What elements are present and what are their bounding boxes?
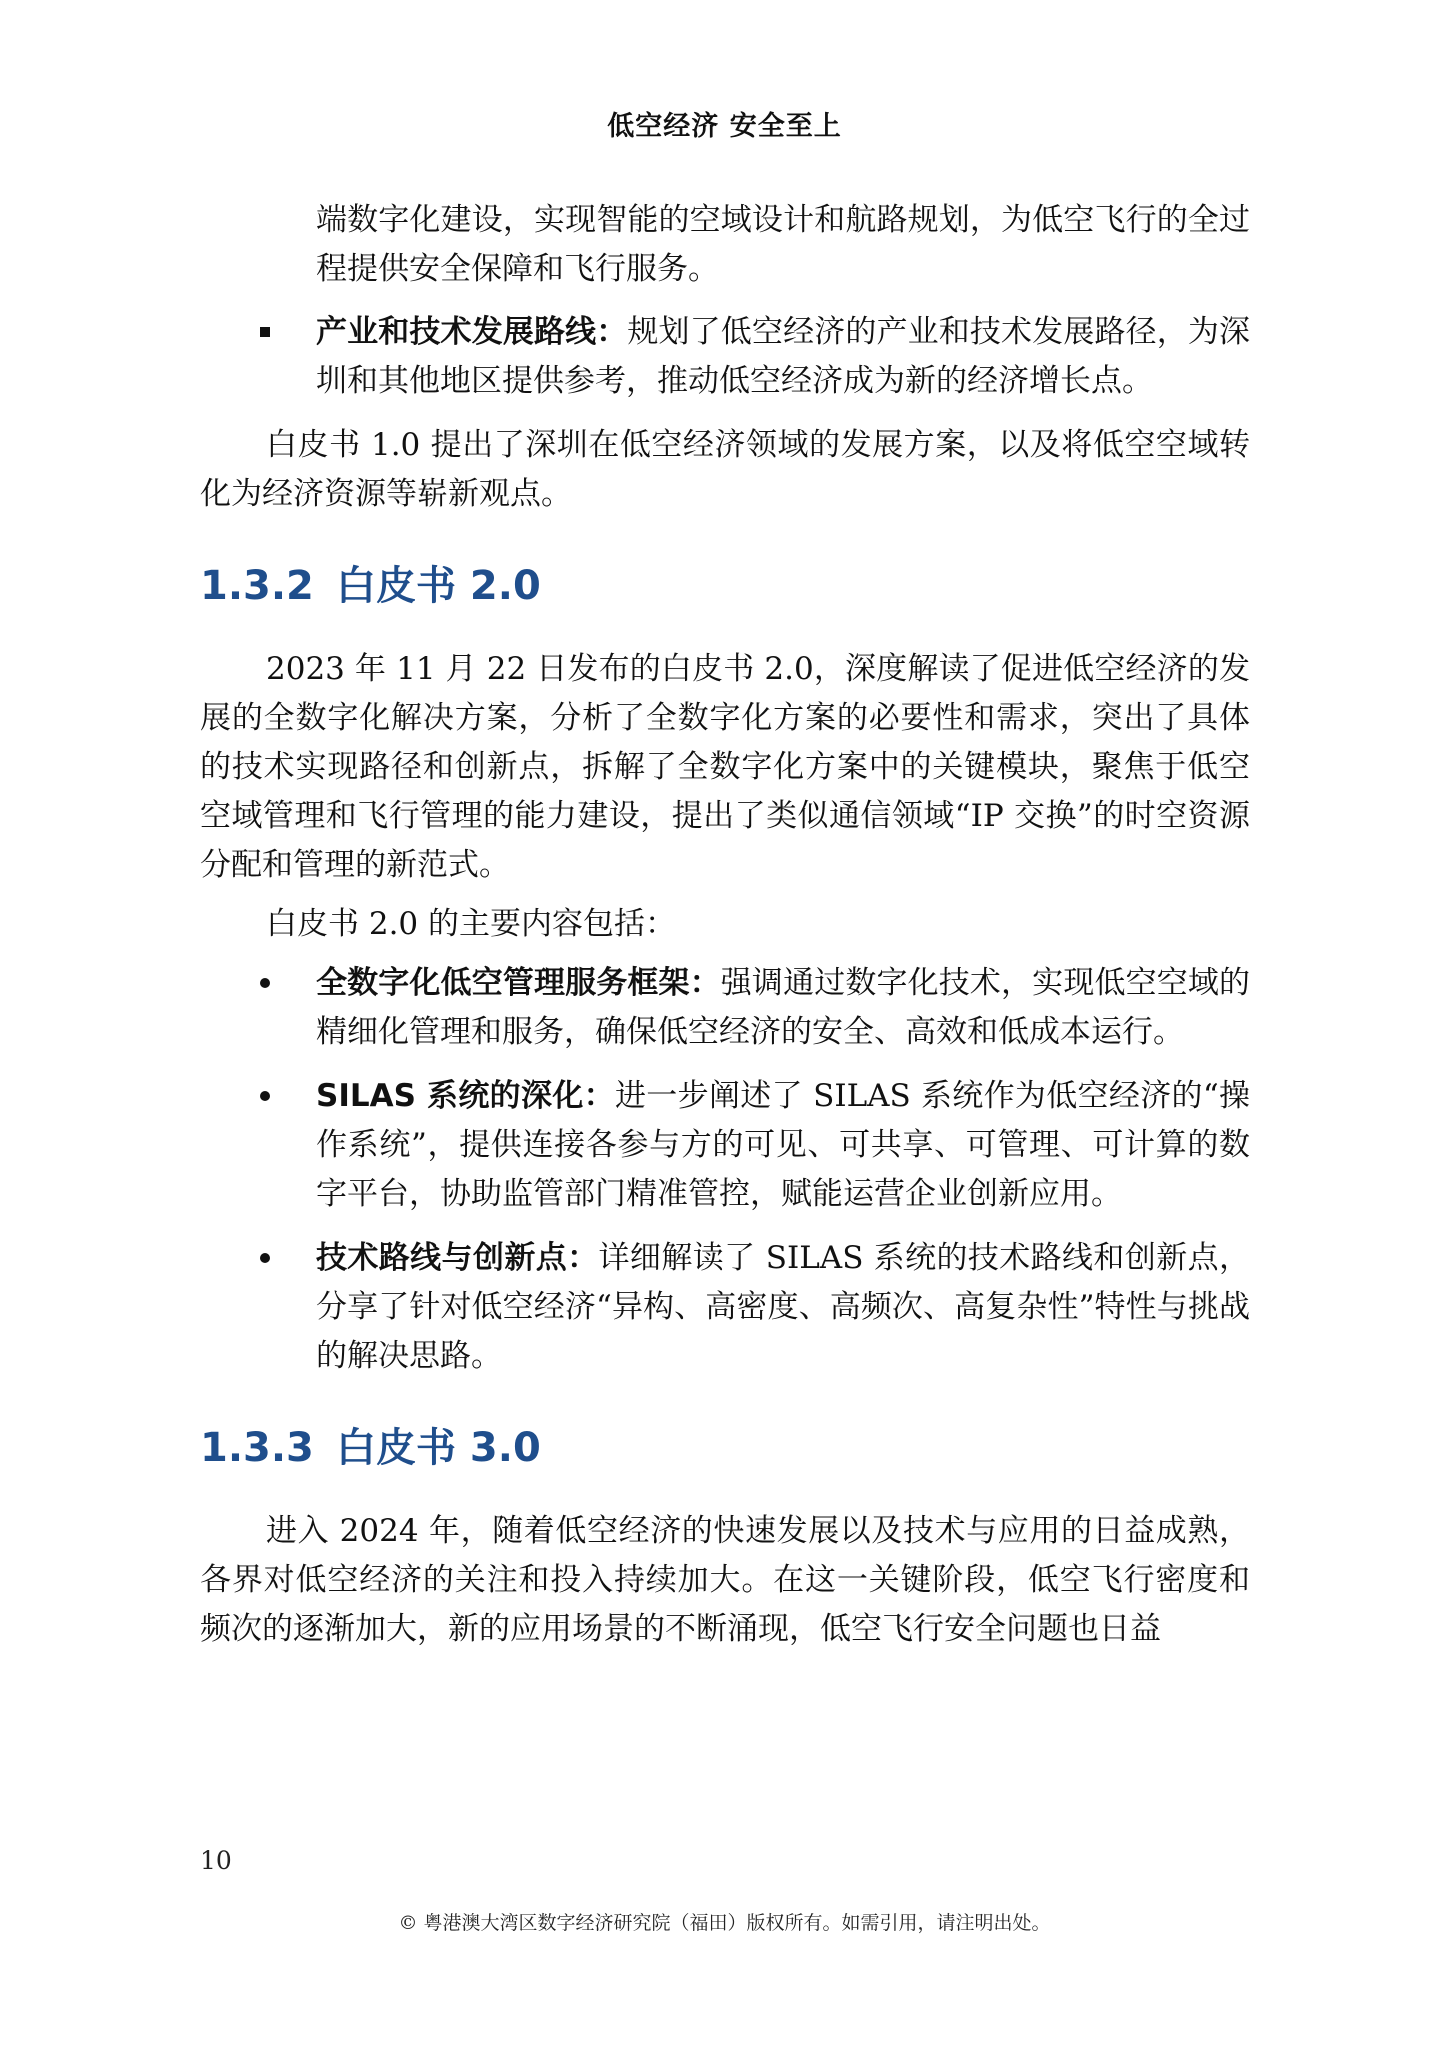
bullet-text: 规划了低空经济的产业和技术发展路径，为深圳和其他地区提供参考，推动低空经济成为新的经济增长点。 <box>316 314 1251 399</box>
bullet-industry-tech-route <box>200 308 1250 406</box>
section-heading-1-3-2 <box>200 561 1250 611</box>
section-heading-1-3-3 <box>200 1423 1250 1473</box>
whitepaper-2-lead: 白皮书 2.0 的主要内容包括： <box>266 906 677 942</box>
section-number: 1.3.2 <box>200 563 314 609</box>
round-bullet-icon <box>260 1234 290 1283</box>
bullet-term: SILAS 系统的深化： <box>316 1078 615 1114</box>
bullet-text: 强调通过数字化技术，实现低空空域的精细化管理和服务，确保低空经济的安全、高效和低成本运行。 <box>316 965 1251 1050</box>
running-header: 低空经济 安全至上 <box>607 111 842 142</box>
bullet-text: 详细解读了 SILAS 系统的技术路线和创新点，分享了针对低空经济“异构、高密度、高频次、高复杂性”特性与挑战的解决思路。 <box>316 1240 1250 1374</box>
bullet-silas-deepening <box>200 1072 1250 1219</box>
round-bullet-icon <box>260 1072 290 1121</box>
continued-bullet-text: 端数字化建设，实现智能的空域设计和航路规划，为低空飞行的全过程提供安全保障和飞行服务。 <box>316 202 1250 287</box>
whitepaper-1-summary: 白皮书 1.0 提出了深圳在低空经济领域的发展方案，以及将低空空域转化为经济资源等崭新观点。 <box>200 427 1250 512</box>
page-number: 10 <box>200 1846 232 1875</box>
bullet-term: 全数字化低空管理服务框架： <box>316 965 721 1001</box>
bullet-term: 技术路线与创新点： <box>316 1240 599 1276</box>
page-body <box>200 196 1250 1654</box>
section-title: 白皮书 2.0 <box>336 563 541 609</box>
bullet-digital-framework <box>200 959 1250 1057</box>
copyright-footer: © 粤港澳大湾区数字经济研究院（福田）版权所有。如需引用，请注明出处。 <box>398 1912 1051 1934</box>
section-title: 白皮书 3.0 <box>336 1425 541 1471</box>
bullet-text: 进一步阐述了 SILAS 系统作为低空经济的“操作系统”，提供连接各参与方的可见、可共享、可管理、可计算的数字平台，协助监管部门精准管控，赋能运营企业创新应用。 <box>316 1078 1251 1212</box>
bullet-term: 产业和技术发展路线： <box>316 314 628 350</box>
bullet-tech-route-innovation <box>200 1234 1250 1381</box>
whitepaper-2-paragraph: 2023 年 11 月 22 日发布的白皮书 2.0，深度解读了促进低空经济的发展的全数字化解决方案，分析了全数字化方案的必要性和需求，突出了具体的技术实现路径和创新点，拆解了全数字化方案中的关键模块，聚焦于低空空域管理和飞行管理的能力建设，提出了类似通信领域“IP 交换”的时空资源分配和管理的新范式。 <box>200 651 1250 883</box>
whitepaper-3-paragraph: 进入 2024 年，随着低空经济的快速发展以及技术与应用的日益成熟，各界对低空经济的关注和投入持续加大。在这一关键阶段，低空飞行密度和频次的逐渐加大，新的应用场景的不断涌现，低空飞行安全问题也日益 <box>200 1513 1250 1647</box>
square-bullet-icon <box>260 308 290 357</box>
round-bullet-icon <box>260 959 290 1008</box>
section-number: 1.3.3 <box>200 1425 314 1471</box>
